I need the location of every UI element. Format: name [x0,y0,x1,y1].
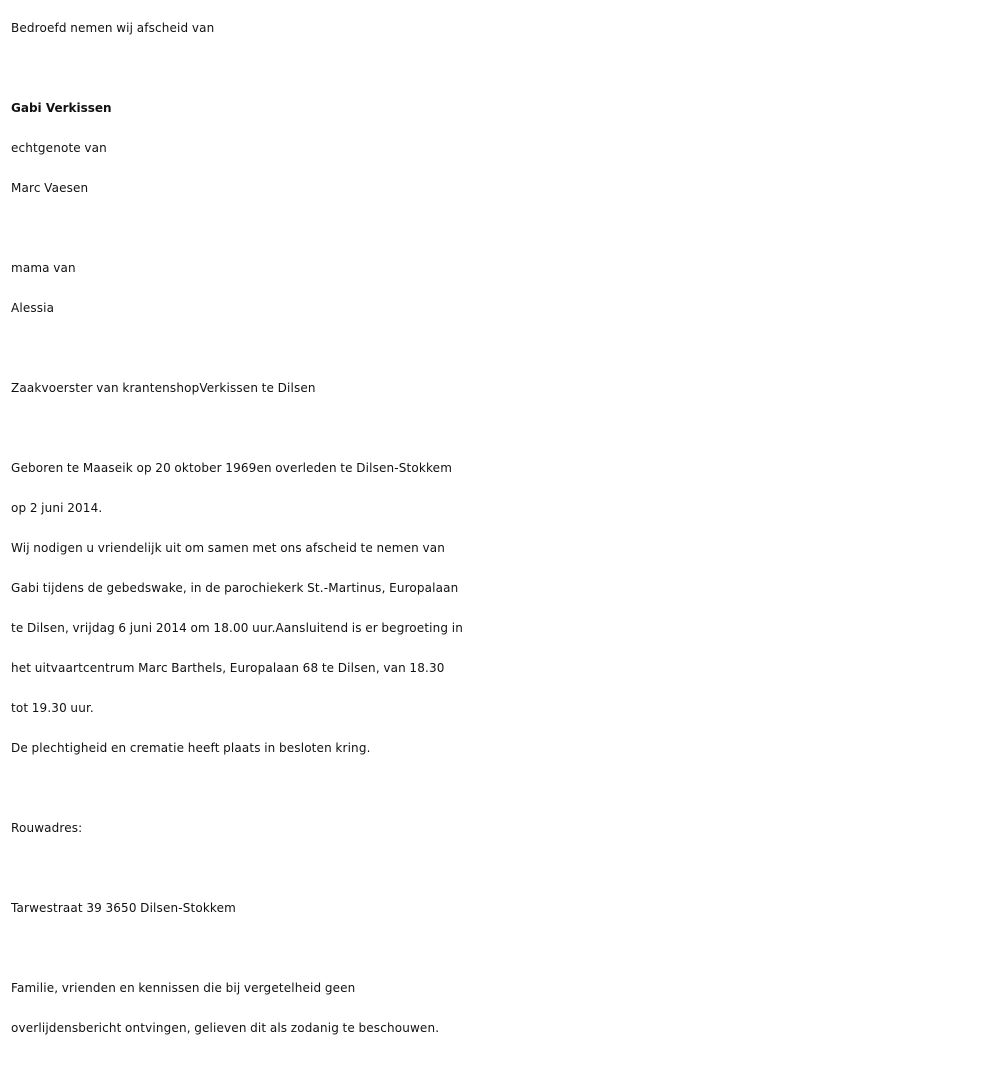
invitation-line: tot 19.30 uur. [11,701,94,715]
child-name: Alessia [11,301,55,315]
spouse-name: Marc Vaesen [11,181,89,195]
spouse-label: echtgenote van [11,141,107,155]
invitation-line: Wij nodigen u vriendelijk uit om samen met ons afscheid te nemen van [11,541,445,555]
invitation-line: Gabi tijdens de gebedswake, in de parochiekerk St.-Martinus, Europalaan [11,581,459,595]
invitation-line: het uitvaartcentrum Marc Barthels, Europalaan 68 te Dilsen, van 18.30 [11,661,445,675]
birth-line: op 2 juni 2014. [11,501,103,515]
spacer [11,768,1000,808]
spacer [11,328,1000,368]
spacer [11,208,1000,248]
address-label: Rouwadres: [11,821,83,835]
spacer [11,408,1000,448]
occupation-text: Zaakvoerster van krantenshopVerkissen te Dilsen [11,381,316,395]
deceased-name: Gabi Verkissen [11,101,112,115]
spacer [11,928,1000,968]
intro-text: Bedroefd nemen wij afscheid van [11,21,215,35]
closing-line: overlijdensbericht ontvingen, gelieven dit als zodanig te beschouwen. [11,1021,440,1035]
address-text: Tarwestraat 39 3650 Dilsen-Stokkem [11,901,236,915]
spacer [11,848,1000,888]
child-label: mama van [11,261,76,275]
invitation-line: te Dilsen, vrijdag 6 juni 2014 om 18.00 uur.Aansluitend is er begroeting in [11,621,463,635]
ceremony-text: De plechtigheid en crematie heeft plaats in besloten kring. [11,741,371,755]
closing-line: Familie, vrienden en kennissen die bij vergetelheid geen [11,981,356,995]
birth-line: Geboren te Maaseik op 20 oktober 1969en overleden te Dilsen-Stokkem [11,461,453,475]
